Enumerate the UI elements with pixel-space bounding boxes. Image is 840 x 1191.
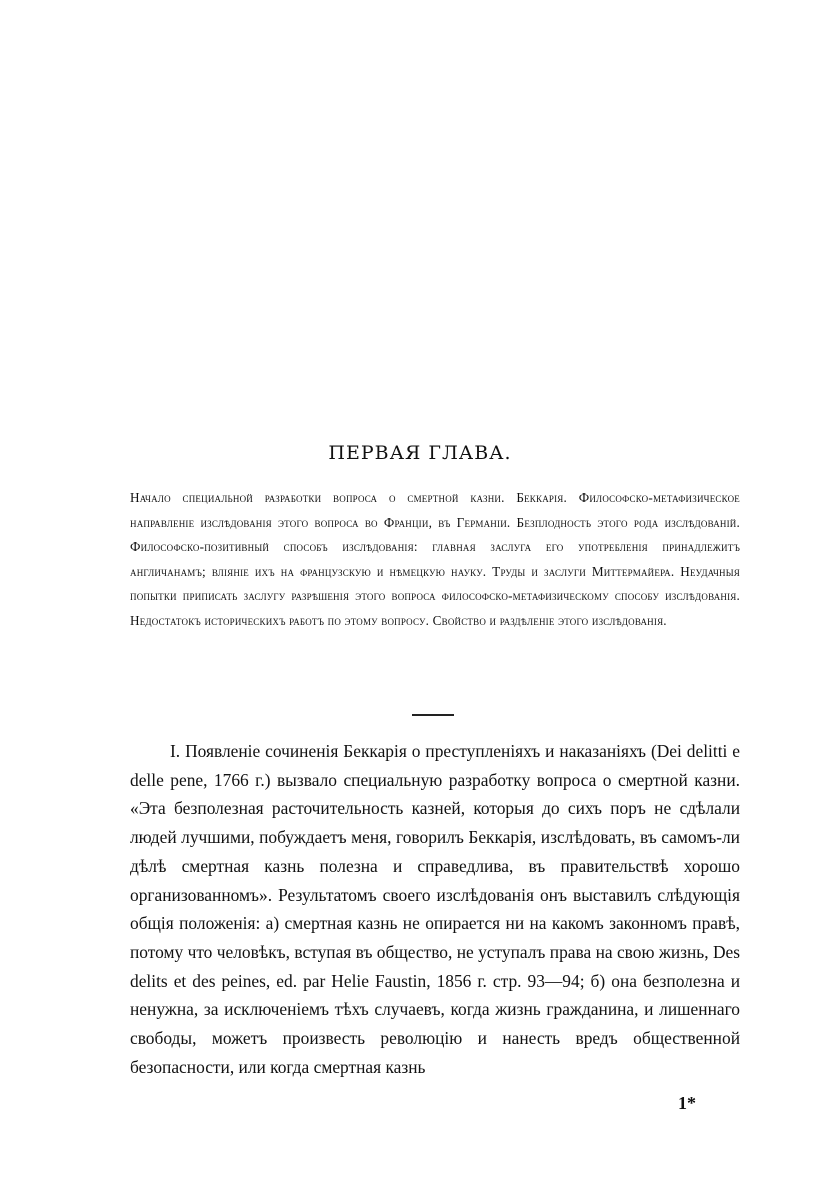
chapter-summary: Начало специальной разработки вопроса о смертной казни. Беккарія. Философско-метафизическое направленіе изслѣдованія этого вопроса во Франціи, въ Германіи. Безплодность этого рода изслѣдованій. Философско-позитивный способъ изслѣдованія: главная заслуга его употребленія принадлежитъ англичанамъ; вліяніе ихъ на французскую и нѣмецкую науку. Труды и заслуги Миттермайера. Неудачныя попытки приписать заслугу разрѣшенія этого вопроса философско-метафизическому способу изслѣдованія. Недостатокъ историческихъ работъ по этому вопросу. Свойство и раздѣленіе этого изслѣдованія. xyxy=(130,490,740,628)
body-paragraph: I. Появленіе сочиненія Беккарія о преступленіяхъ и наказаніяхъ (Dei delitti e delle pene, 1766 г.) вызвало специальную разработку вопроса о смертной казни. «Эта безполезная расточительность казней, которыя до сихъ поръ не сдѣлали людей лучшими, побуждаетъ меня, говорилъ Беккарія, изслѣдовать, въ самомъ-ли дѣлѣ смертная казнь полезна и справедлива, въ правительствѣ хорошо организованномъ». Результатомъ своего изслѣдованія онъ выставилъ слѣдующія общія положенія: а) смертная казнь не опирается ни на какомъ законномъ правѣ, потому что человѣкъ, вступая въ общество, не уступалъ права на свою жизнь, Des delits et des peines, ed. par Helie Faustin, 1856 г. стр. 93—94; б) она безполезна и ненужна, за исключеніемъ тѣхъ случаевъ, когда жизнь гражданина, и лишеннаго свободы, можетъ произвесть революцію и нанесть вредъ общественной безопасности, или когда смертная казнь xyxy=(130,741,740,1077)
page-number: 1* xyxy=(678,1093,696,1113)
chapter-title: ПЕРВАЯ ГЛАВА. xyxy=(328,442,512,464)
section-divider xyxy=(412,714,454,716)
